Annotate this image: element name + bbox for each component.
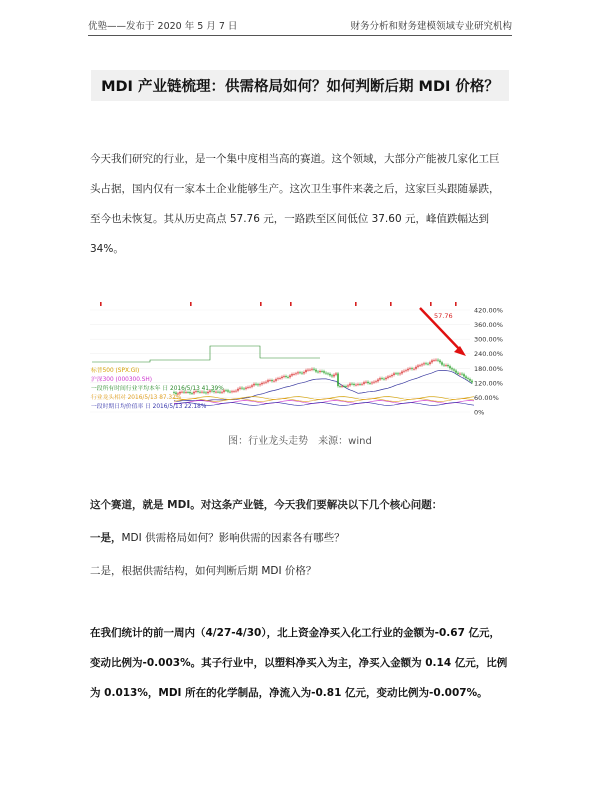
candle-body bbox=[239, 388, 240, 389]
candle-body bbox=[277, 378, 278, 379]
event-marker bbox=[190, 302, 192, 306]
candle-body bbox=[229, 392, 230, 393]
candle-body bbox=[349, 384, 350, 386]
candle-body bbox=[295, 373, 296, 374]
header-org: 财务分析和财务建模领域专业研究机构 bbox=[350, 21, 512, 32]
candle-body bbox=[191, 393, 192, 394]
candle-body bbox=[437, 360, 438, 361]
question-intro-pre: 这个赛道，就是 bbox=[90, 499, 168, 511]
legend-entry: 沪深300 (000300.SH) bbox=[91, 377, 153, 383]
candle-body bbox=[329, 374, 330, 375]
candle-body bbox=[469, 379, 470, 381]
candle-body bbox=[397, 373, 398, 374]
candle-body bbox=[331, 375, 332, 376]
y-tick-label: 0% bbox=[474, 408, 485, 417]
candle-body bbox=[403, 371, 404, 372]
candle-body bbox=[327, 373, 328, 374]
legend-entry: 一段所有时间行业平均本年 日 2016/5/13 41.39% bbox=[91, 386, 224, 392]
peak-label: 57.76 bbox=[434, 312, 453, 320]
candle-body bbox=[389, 376, 390, 377]
candle-body bbox=[385, 378, 386, 379]
candle-body bbox=[445, 365, 446, 366]
candle-body bbox=[373, 382, 374, 383]
candle-body bbox=[359, 384, 360, 385]
question-intro-keyword: MDI bbox=[167, 499, 191, 511]
candle-body bbox=[391, 375, 392, 376]
candle-body bbox=[225, 390, 226, 391]
candle-body bbox=[305, 370, 306, 372]
candle-body bbox=[365, 382, 366, 383]
candle-body bbox=[265, 382, 266, 383]
question-one-text: MDI 供需格局如何？影响供需的因素各有哪些？ bbox=[121, 532, 345, 544]
candle-body bbox=[187, 392, 188, 393]
candle-body bbox=[399, 373, 400, 374]
candle-body bbox=[293, 374, 294, 375]
event-marker bbox=[455, 302, 457, 306]
candle-body bbox=[467, 378, 468, 379]
question-intro bbox=[90, 497, 510, 512]
candle-body bbox=[193, 392, 194, 394]
candle-body bbox=[357, 384, 358, 385]
candle-body bbox=[307, 370, 308, 371]
candle-body bbox=[433, 360, 434, 361]
candle-body bbox=[179, 392, 180, 394]
candle-body bbox=[455, 371, 456, 373]
candle-body bbox=[435, 360, 436, 361]
candle-body bbox=[439, 361, 440, 363]
candle-body bbox=[405, 370, 406, 371]
candle-body bbox=[429, 362, 430, 364]
candle-body bbox=[395, 373, 396, 374]
candle-body bbox=[339, 386, 340, 387]
candle-body bbox=[259, 384, 260, 385]
candle-body bbox=[355, 385, 356, 386]
header-source: 优塾——发布于 2020 年 5 月 7 日 bbox=[88, 21, 238, 32]
candle-body bbox=[407, 369, 408, 370]
candle-body bbox=[175, 393, 176, 394]
candle-body bbox=[289, 376, 290, 378]
candle-body bbox=[227, 390, 228, 391]
candle-body bbox=[413, 369, 414, 370]
question-one bbox=[90, 530, 510, 545]
y-tick-label: 300.00% bbox=[474, 335, 503, 344]
candle-body bbox=[315, 370, 316, 372]
candle-body bbox=[297, 372, 298, 373]
event-marker bbox=[290, 302, 292, 306]
legend-entry: 行业龙头相对 2016/5/13 87.32% bbox=[91, 395, 182, 401]
candle-body bbox=[375, 381, 376, 382]
candle-body bbox=[325, 373, 326, 374]
candle-body bbox=[457, 373, 458, 374]
candle-body bbox=[471, 381, 472, 383]
candle-body bbox=[347, 385, 348, 386]
candle-body bbox=[351, 384, 352, 385]
candle-body bbox=[427, 364, 428, 365]
candle-body bbox=[247, 387, 248, 388]
candle-body bbox=[411, 368, 412, 369]
candle-body bbox=[449, 366, 450, 368]
candle-body bbox=[257, 384, 258, 385]
candle-body bbox=[283, 376, 284, 377]
candle-body bbox=[379, 378, 380, 379]
candle-body bbox=[287, 377, 288, 378]
candle-body bbox=[425, 363, 426, 364]
candle-body bbox=[233, 391, 234, 392]
candle-body bbox=[319, 371, 320, 372]
capital-flow-paragraph: 在我们统计的前一周内（4/27-4/30），北上资金净买入化工行业的金额为-0.67 亿元，变动比例为-0.003%。其子行业中，以塑料净买入为主，净买入金额为 0.14 亿元，比例为 0.013%，MDI 所在的化学制品，净流入为-0.81 亿元，变动比例为-0.007%。 bbox=[90, 627, 508, 699]
article-title: MDI 产业链梳理：供需格局如何？如何判断后期 MDI 价格？ bbox=[91, 70, 509, 101]
candle-body bbox=[237, 389, 238, 391]
candle-body bbox=[189, 392, 190, 393]
candle-body bbox=[463, 374, 464, 376]
stock-chart bbox=[90, 300, 510, 422]
candle-body bbox=[221, 392, 222, 393]
candle-body bbox=[361, 384, 362, 385]
candle-body bbox=[443, 365, 444, 366]
title-container bbox=[0, 70, 600, 101]
event-marker bbox=[355, 302, 357, 306]
candle-body bbox=[313, 369, 314, 370]
question-one-lead: 一是， bbox=[90, 532, 122, 544]
candle-body bbox=[401, 372, 402, 374]
candle-body bbox=[243, 389, 244, 390]
candle-body bbox=[267, 380, 268, 382]
candle-body bbox=[235, 391, 236, 392]
event-marker bbox=[390, 302, 392, 306]
candle-body bbox=[381, 378, 382, 379]
candle-body bbox=[299, 372, 300, 373]
legend-entry: 标普500 (SPX.GI) bbox=[91, 368, 140, 374]
candle-body bbox=[253, 384, 254, 385]
candle-body bbox=[423, 363, 424, 364]
candle-body bbox=[387, 377, 388, 378]
intro-paragraph: 今天我们研究的行业，是一个集中度相当高的赛道。这个领域，大部分产能被几家化工巨头占据，国内仅有一家本土企业能够生产。这次卫生事件来袭之后，这家巨头跟随暴跌，至今也未恢复。其从历史高点 57.76 元，一路跌至区间低位 37.60 元，峰值跌幅达到 34%。 bbox=[90, 153, 500, 255]
candle-body bbox=[341, 386, 342, 387]
event-marker bbox=[430, 302, 432, 306]
candle-body bbox=[281, 377, 282, 378]
candle-body bbox=[301, 373, 302, 374]
y-tick-label: 60.00% bbox=[474, 393, 499, 402]
candle-body bbox=[317, 372, 318, 373]
candle-body bbox=[323, 371, 324, 372]
candle-body bbox=[303, 372, 304, 373]
candle-body bbox=[309, 370, 310, 371]
candle-body bbox=[285, 376, 286, 377]
candle-body bbox=[333, 375, 334, 377]
y-tick-label: 180.00% bbox=[474, 364, 503, 373]
candle-body bbox=[369, 383, 370, 384]
candle-body bbox=[251, 385, 252, 386]
candle-body bbox=[275, 379, 276, 381]
event-marker bbox=[100, 302, 102, 306]
candle-body bbox=[417, 366, 418, 367]
candle-body bbox=[261, 383, 262, 384]
candle-body bbox=[383, 379, 384, 380]
candle-body bbox=[185, 392, 186, 393]
candle-body bbox=[371, 382, 372, 383]
page-header bbox=[88, 12, 512, 36]
candle-body bbox=[245, 388, 246, 389]
candle-body bbox=[279, 378, 280, 379]
candle-body bbox=[415, 367, 416, 369]
candle-body bbox=[367, 382, 368, 383]
candle-body bbox=[453, 369, 454, 370]
question-two: 二是，根据供需结构，如何判断后期 MDI 价格？ bbox=[90, 565, 317, 577]
candle-body bbox=[173, 392, 174, 393]
candle-body bbox=[345, 386, 346, 387]
question-intro-post: 。对这条产业链，今天我们要解决以下几个核心问题： bbox=[190, 499, 443, 511]
candle-body bbox=[271, 380, 272, 381]
candle-body bbox=[465, 376, 466, 378]
candle-body bbox=[255, 384, 256, 385]
candle-body bbox=[207, 392, 208, 393]
candle-body bbox=[353, 384, 354, 385]
candle-body bbox=[269, 380, 270, 381]
candle-body bbox=[421, 364, 422, 365]
candle-body bbox=[461, 374, 462, 375]
candle-body bbox=[431, 360, 432, 362]
candle-body bbox=[363, 382, 364, 384]
candle-body bbox=[343, 386, 344, 387]
candle-body bbox=[249, 387, 250, 388]
candle-body bbox=[241, 388, 242, 389]
candle-body bbox=[451, 368, 452, 369]
y-tick-label: 240.00% bbox=[474, 350, 503, 359]
legend-entry: 一段时期日均价值率 日 2016/5/13 22.18% bbox=[91, 404, 207, 410]
candle-body bbox=[263, 383, 264, 384]
y-tick-label: 360.00% bbox=[474, 321, 503, 330]
candle-body bbox=[419, 365, 420, 366]
candle-body bbox=[291, 374, 292, 375]
candle-body bbox=[337, 373, 338, 386]
candle-body bbox=[377, 380, 378, 382]
stock-chart-svg bbox=[90, 300, 510, 422]
chart-caption: 图：行业龙头走势 来源：wind bbox=[228, 436, 372, 447]
y-tick-label: 420.00% bbox=[474, 306, 503, 315]
candle-body bbox=[459, 374, 460, 375]
candle-body bbox=[447, 365, 448, 366]
candle-body bbox=[321, 371, 322, 372]
candle-body bbox=[311, 369, 312, 370]
candle-body bbox=[273, 381, 274, 382]
candle-body bbox=[335, 373, 336, 374]
candle-body bbox=[441, 362, 442, 364]
event-marker bbox=[260, 302, 262, 306]
candle-body bbox=[205, 392, 206, 393]
candle-body bbox=[393, 373, 394, 375]
candle-body bbox=[231, 391, 232, 392]
candle-body bbox=[409, 368, 410, 369]
y-tick-label: 120.00% bbox=[474, 379, 503, 388]
